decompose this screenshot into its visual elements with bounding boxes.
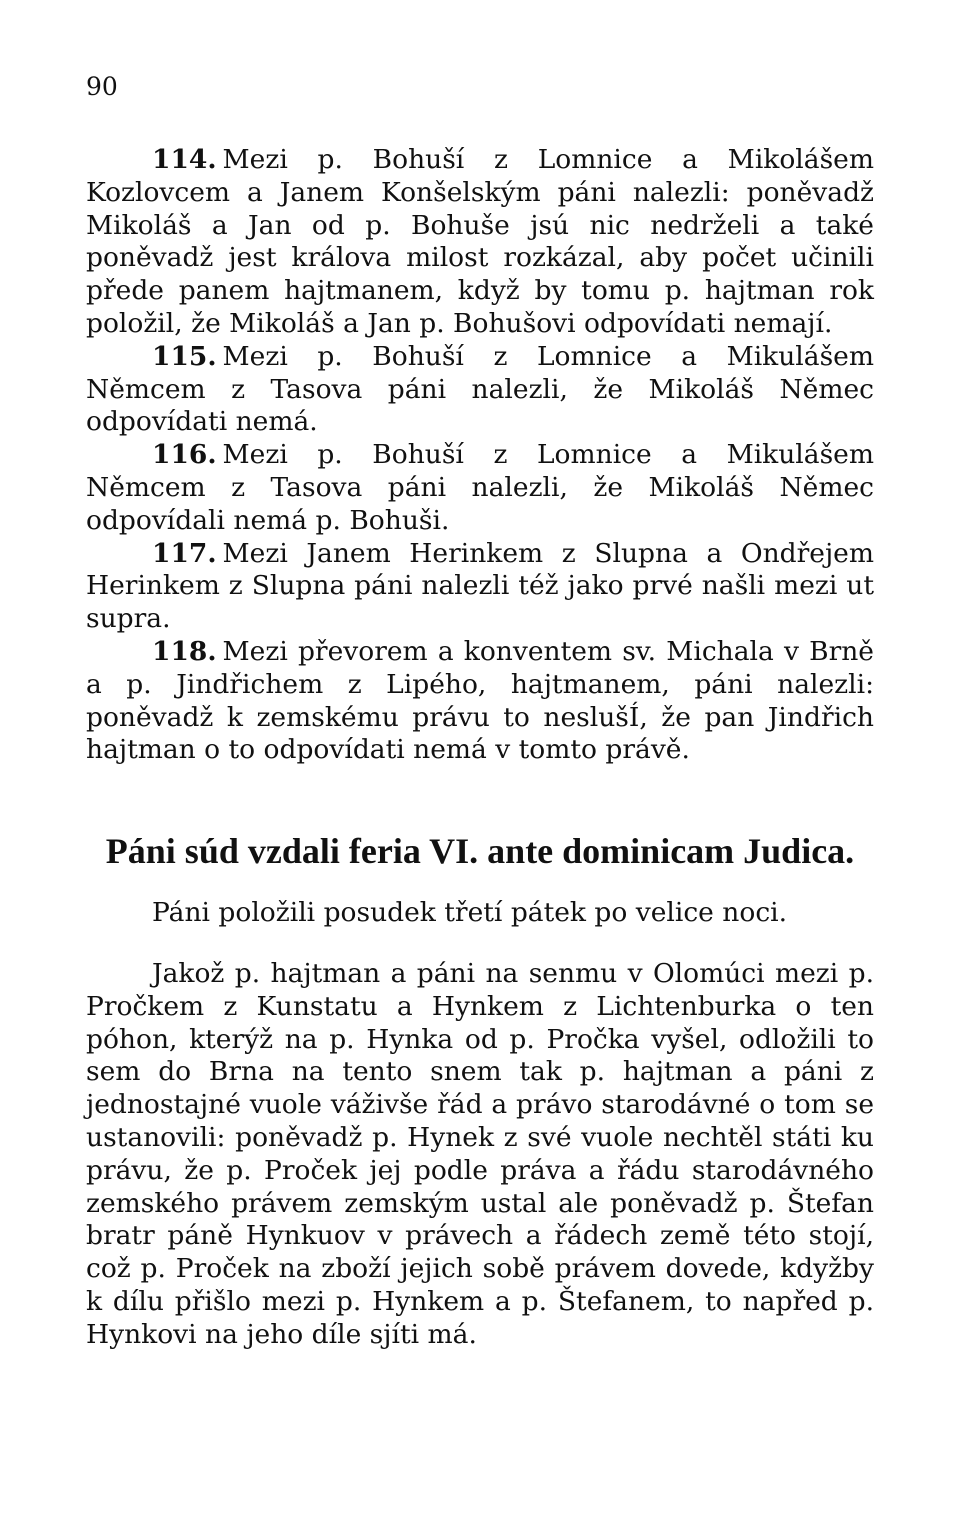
entry-number: 118. xyxy=(152,635,217,667)
entry-115 xyxy=(86,341,874,439)
section-paragraph-judgment: Jakož p. hajtman a páni na senmu v Olomúci mezi p. Pročkem z Kunstatu a Hynkem z Lichtenburka o ten póhon, kterýž na p. Hynka od p. Pročka vyšel, odložili to sem do Brna na tento snem tak p. hajtman a páni z jednostajné vuole váživše řád a právo starodávné o tom se ustanovili: poněvadž p. Hynek z své vuole nechtěl státi ku právu, že p. Proček jej podle práva a řádu starodávného zemského právem zemským ustal ale poněvadž p. Štefan bratr páně Hynkuov v právech a řádech země této stojí, což p. Proček na zboží jejich sobě právem dovede, kdyžby k dílu přišlo mezi p. Hynkem a p. Štefanem, to napřed p. Hynkovi na jeho díle sjíti má. xyxy=(86,957,874,1350)
entry-114 xyxy=(86,144,874,341)
entry-number: 114. xyxy=(152,144,217,175)
entry-text: Mezi p. Bohuší z Lomnice a Mikulášem Němcem z Tasova páni nalezli, že Mikoláš Němec odpovídali nemá p. Bohuši. xyxy=(86,439,874,536)
entry-text: Mezi Janem Herinkem z Slupna a Ondřejem Herinkem z Slupna páni nalezli též jako prvé našli mezi ut supra. xyxy=(86,537,874,635)
entry-116 xyxy=(86,439,874,537)
entry-117 xyxy=(86,538,874,636)
section-heading: Páni súd vzdali feria VI. ante dominicam Judica. xyxy=(105,831,855,872)
entry-118 xyxy=(86,636,874,767)
section-paragraph-posudek: Páni položili posudek třetí pátek po velice noci. xyxy=(152,897,788,929)
entry-number: 115. xyxy=(152,340,217,372)
entry-number: 116. xyxy=(152,439,217,471)
entry-text: Mezi p. Bohuší z Lomnice a Mikolášem Kozlovcem a Janem Konšelským páni nalezli: poněvadž Mikoláš a Jan od p. Bohuše jsú nic nedrželi a také poněvadž jest králova milost rozkázal, aby počet učinili přede panem hajtmanem, když by tomu p. hajtman rok položil, že Mikoláš a Jan p. Bohušovi odpovídati nemají. xyxy=(86,144,874,339)
entry-text: Mezi převorem a konventem sv. Michala v Brně a p. Jindřichem z Lipého, hajtmanem, páni nalezli: poněvadž k zemskému právu to neslušÍ, že pan Jindřich hajtman o to odpovídati nemá v tomto právě. xyxy=(86,635,874,766)
book-page xyxy=(86,72,874,1352)
entry-text: Mezi p. Bohuší z Lomnice a Mikulášem Němcem z Tasova páni nalezli, že Mikoláš Němec odpovídati nemá. xyxy=(86,340,874,438)
page-number: 90 xyxy=(86,72,118,101)
entry-number: 117. xyxy=(152,537,217,569)
